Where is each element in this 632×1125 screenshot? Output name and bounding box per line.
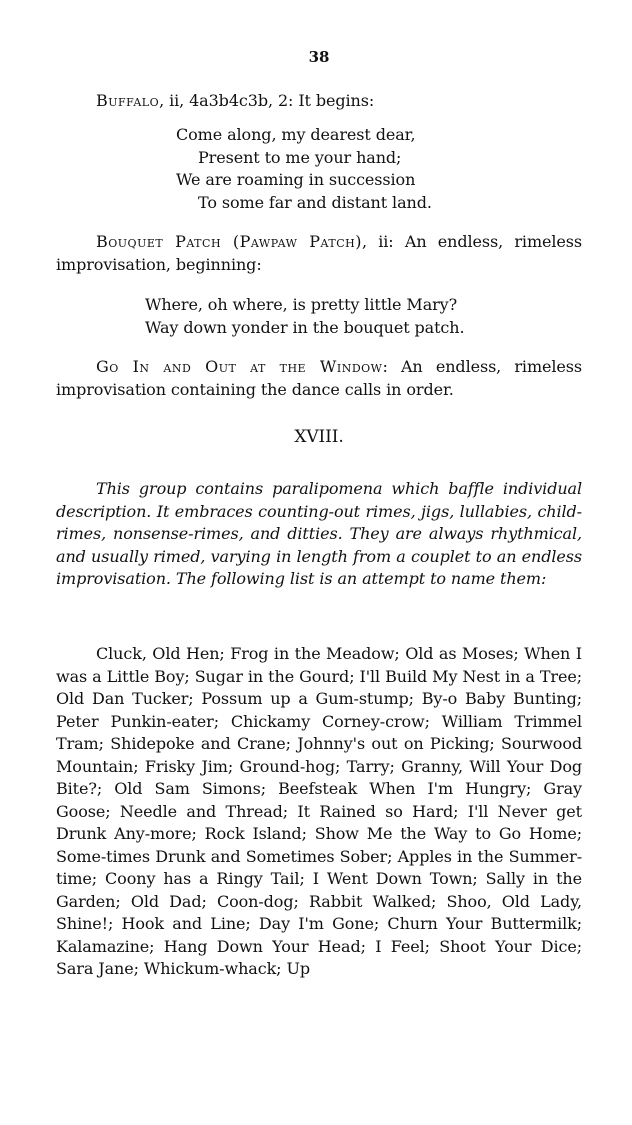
section-heading: XVIII. (294, 427, 344, 447)
entry-title: Bouquet Patch (Pawpaw Patch) (96, 232, 362, 251)
verse-line: Where, oh where, is pretty little Mary? (145, 295, 458, 314)
entry-title: Buffalo (96, 91, 160, 110)
entry-go-in-and-out (56, 356, 582, 401)
song-list-text: Cluck, Old Hen; Frog in the Meadow; Old as Moses; When I was a Little Boy; Sugar in the Gourd; I'll Build My Nest in a Tree; Old Dan Tucker; Possum up a Gum-stump; By-o Baby Bunting; Peter Punkin-eater; Chickamy Corney-crow; William Trimmel Tram; Shidepoke and Crane; Johnny's out on Picking; Sourwood Mountain; Frisky Jim; Ground-hog; Tarry; Granny, Will Your Dog Bite?; Old Sam Simons; Beefsteak When I'm Hungry; Gray Goose; Needle and Thread; It Rained so Hard; I'll Never get Drunk Any-more; Rock Island; Show Me the Way to Go Home; Some-times Drunk and Sometimes Sober; Apples in the Summer-time; Coony has a Ringy Tail; I Went Down Town; Sally in the Garden; Old Dad; Coon-dog; Rabbit Walked; Shoo, Old Lady, Shine!; Hook and Line; Day I'm Gone; Churn Your Buttermilk; Kalamazine; Hang Down Your Head; I Feel; Shoot Your Dice; Sara Jane; Whickum-whack; Up (56, 644, 582, 978)
section-intro (56, 478, 582, 591)
entry-bouquet-patch (56, 231, 582, 276)
entry-title: Go In and Out at the Window (96, 357, 383, 376)
verse-buffalo (176, 124, 432, 214)
verse-line: To some far and distant land. (198, 192, 432, 212)
verse-bouquet (145, 294, 464, 339)
page-number: 38 (308, 48, 330, 66)
song-list (56, 643, 582, 981)
verse-line: Come along, my dearest dear, (176, 125, 416, 144)
intro-text: This group contains paralipomena which baffle individual description. It embraces counting-out rimes, jigs, lullabies, child-rimes, nonsense-rimes, and ditties. They are always rhythmical, and usually rimed, varying in length from a couplet to an endless improvisation. The following list is an attempt to name them: (56, 479, 582, 588)
verse-line: Way down yonder in the bouquet patch. (145, 317, 465, 337)
entry-text: , ii: An endless, rimeless improvisation, beginning: (56, 232, 582, 274)
entry-buffalo (56, 90, 582, 113)
entry-text: : An endless, rimeless improvisation containing the dance calls in order. (56, 357, 582, 399)
entry-text: , ii, 4a3b4c3b, 2: It begins: (159, 91, 375, 110)
verse-line: Present to me your hand; (198, 147, 402, 167)
verse-line: We are roaming in succession (176, 170, 416, 189)
